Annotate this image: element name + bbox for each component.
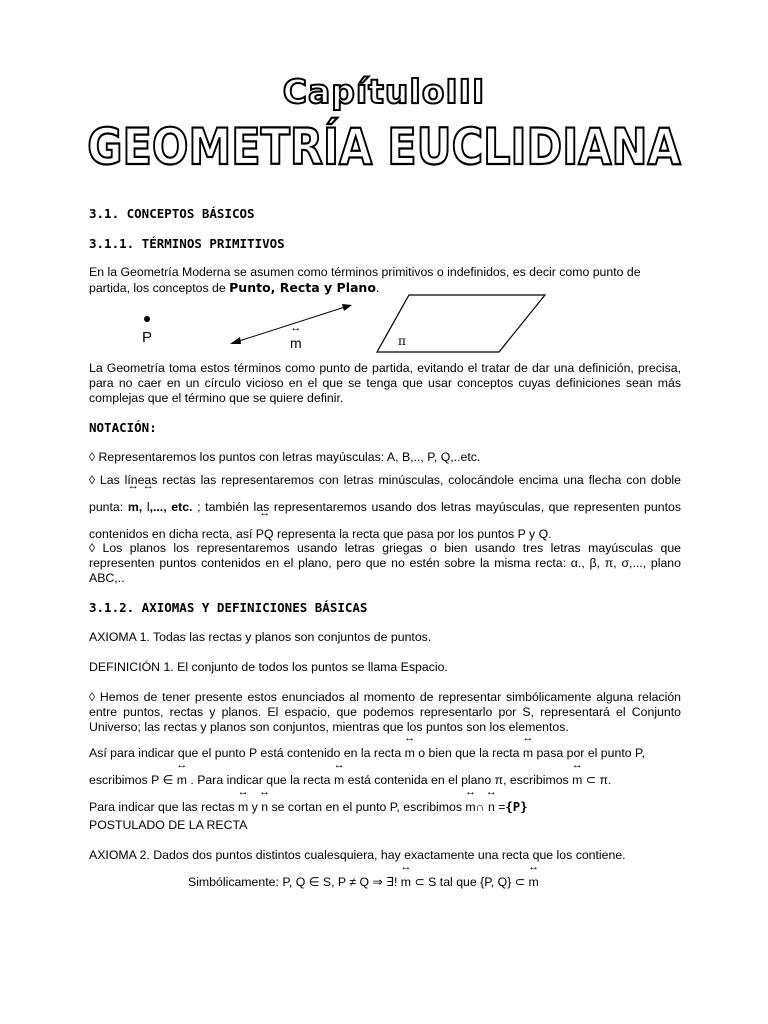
line-escribimos <box>89 773 681 788</box>
line-symbol-m: ↔ m <box>128 494 139 521</box>
notacion-2-text-c: representa la recta que pasa por los puntos P y Q. <box>273 527 552 541</box>
notacion-item-2 <box>89 467 681 548</box>
line-label <box>290 336 302 351</box>
definicion-1: DEFINICIÓN 1. El conjunto de todos los puntos se llama Espacio. <box>89 660 448 674</box>
simb-text-b: ⊂ S tal que {P, Q} ⊂ <box>411 875 529 889</box>
notacion-heading: NOTACIÓN: <box>89 420 157 435</box>
paragraph-hemos: ◊ Hemos de tener presente estos enunciados al momento de representar simbólicamente alguna relación entre puntos, rectas y planos. El espacio, que podemos representarlo por S, representará el Conjunto Universo; las rectas y planos son conjuntos, mientras que los puntos son los elementos. <box>89 690 681 734</box>
etc-text: ,..., etc. <box>149 500 193 514</box>
line-symbol-m: ↔ m <box>405 746 415 761</box>
arrow-left-icon <box>230 337 241 344</box>
equals-symbol: = <box>494 800 506 814</box>
section-heading-3-1-1: 3.1.1. TÉRMINOS PRIMITIVOS <box>89 236 285 251</box>
axioma-2: AXIOMA 2. Dados dos puntos distintos cualesquiera, hay exactamente una recta que los contiene. <box>89 848 626 862</box>
line-symbol-m: ↔ m <box>177 773 187 788</box>
section-heading-3-1: 3.1. CONCEPTOS BÁSICOS <box>89 206 255 221</box>
paragraph-geometria: La Geometría toma estos términos como punto de partida, evitando el tratar de dar una definición, precisa, para no caer en un círculo vicioso en el que se tenga que usar conceptos cuyas definiciones sean más complejas que el término que se quiere definir. <box>89 361 681 405</box>
line-cortan <box>89 800 681 815</box>
plane-label: π <box>398 334 406 348</box>
escr-text-a: escribimos P ∈ <box>89 773 177 787</box>
line-symbol-m: ↔ m <box>334 773 344 788</box>
intersection-symbol: ∩ <box>475 800 488 814</box>
point-dot <box>144 316 150 322</box>
line-symbol-n: ↔ n <box>488 800 495 815</box>
main-title: GEOMETRÍA EUCLIDIANA <box>87 118 681 176</box>
intro-period: . <box>375 281 380 295</box>
notacion-2-text-b: ; también las representaremos usando dos letras mayúsculas, que representen puntos contenidos en dicha recta, así <box>89 500 681 541</box>
asi-text-a: Así para indicar que el punto P está contenido en la recta <box>89 746 405 760</box>
point-label: P <box>142 329 153 346</box>
notacion-item-3: ◊ Los planos los representaremos usando letras griegas o bien usando tres letras mayúsculas que representen puntos contenidos en el plano, pero que no estén sobre la misma recta: α., β, π, σ,..., plano ABC,.. <box>89 541 681 585</box>
notacion-2-text: ◊ Las líneas rectas las representaremos con letras minúsculas, colocándole encima una flecha con doble punta: <box>89 473 681 514</box>
line-label-m: ↔ m <box>290 336 302 351</box>
intro-bold-terms: Punto, Recta y Plano <box>229 280 376 295</box>
escr-text-d: ⊂ π. <box>582 773 612 787</box>
axioma-1: AXIOMA 1. Todas las rectas y planos son conjuntos de puntos. <box>89 630 432 644</box>
line-symbol-m: ↔ m <box>238 800 248 815</box>
line-symbol-pq: ↔ PQ <box>256 521 274 548</box>
cortan-text-b: y <box>248 800 262 814</box>
line-symbol-m: ↔ m <box>465 800 475 815</box>
cortan-text-a: Para indicar que las rectas <box>89 800 239 814</box>
line-symbol-m: ↔ m <box>523 746 533 761</box>
chapter-title: CapítuloIII <box>282 72 486 111</box>
intro-text: En la Geometría Moderna se asumen como términos primitivos o indefinidos, es decir como punto de partida, los conceptos de <box>89 265 641 295</box>
asi-text-c: pasa por el punto P, <box>533 746 646 760</box>
symbolic-statement <box>188 875 688 890</box>
line-symbol-n: ↔ n <box>261 800 268 815</box>
line-symbol-m: ↔ m <box>401 875 411 890</box>
cortan-text-c: se cortan en el punto P, escribimos <box>268 800 466 814</box>
postulado-heading: POSTULADO DE LA RECTA <box>89 818 248 832</box>
line-symbol-m: ↔ m <box>572 773 582 788</box>
separator: , <box>138 500 147 514</box>
notacion-item-1: ◊ Representaremos los puntos con letras mayúsculas: A, B,.., P, Q,..etc. <box>89 450 481 464</box>
section-heading-3-1-2: 3.1.2. AXIOMAS Y DEFINICIONES BÁSICAS <box>89 600 368 615</box>
asi-text-b: o bien que la recta <box>414 746 523 760</box>
line-symbol-m: ↔ m <box>529 875 539 890</box>
arrow-right-icon <box>342 304 352 311</box>
set-p: {P} <box>505 800 528 814</box>
escr-text-c: está contenida en el plano π, escribimos <box>344 773 573 787</box>
simb-text-a: Simbólicamente: P, Q ∈ S, P ≠ Q ⇒ ∃! <box>188 875 401 889</box>
line-symbol-l: ↔ l <box>147 494 150 521</box>
escr-text-b: . Para indicar que la recta <box>186 773 334 787</box>
